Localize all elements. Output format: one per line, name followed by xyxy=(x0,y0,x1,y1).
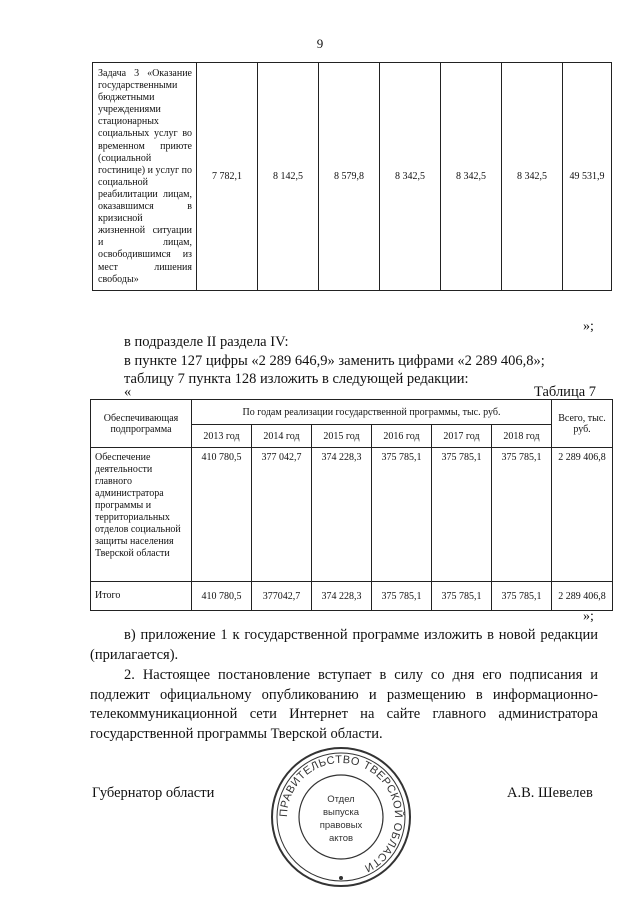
header-year: 2015 год xyxy=(312,425,372,448)
task-value-2014: 8 142,5 xyxy=(258,63,319,291)
header-total: Всего, тыс. руб. xyxy=(552,400,613,448)
table-row xyxy=(93,63,612,291)
row-value: 377042,7 xyxy=(252,582,312,611)
row-value: 377 042,7 xyxy=(252,448,312,582)
table-row xyxy=(91,448,613,582)
instruction-line: в подразделе II раздела IV: xyxy=(124,334,289,350)
row-total: 2 289 406,8 xyxy=(552,448,613,582)
table-row xyxy=(91,582,613,611)
svg-text:актов: актов xyxy=(328,833,354,844)
task-value-2013: 7 782,1 xyxy=(197,63,258,291)
closing-mark: »; xyxy=(583,609,594,624)
row-value: 410 780,5 xyxy=(192,448,252,582)
task-description: Задача 3 «Оказание государственными бюджетными учреждениями стационарных социальных услуг во временном приюте (социальной гостинице) и услуг по социальной реабилитации лицам, оказавшимся в кризисной жизненной ситуации и лицам, освободившимся из мест лишения свободы» xyxy=(93,63,197,291)
svg-text:ПРАВИТЕЛЬСТВО ТВЕРСКОЙ ОБЛАСТИ: ПРАВИТЕЛЬСТВО ТВЕРСКОЙ ОБЛАСТИ xyxy=(277,753,405,875)
table-7 xyxy=(90,399,613,611)
svg-text:правовых: правовых xyxy=(319,820,363,831)
header-year: 2017 год xyxy=(432,425,492,448)
task-value-2017: 8 342,5 xyxy=(441,63,502,291)
table-label: Таблица 7 xyxy=(534,384,597,400)
closing-mark: »; xyxy=(583,319,594,334)
signature-position: Губернатор области xyxy=(92,785,215,801)
header-subprogram: Обеспечивающая подпрограмма xyxy=(91,400,192,448)
open-quote: « xyxy=(124,384,132,400)
row-value: 375 785,1 xyxy=(492,448,552,582)
row-subprogram-name: Обеспечение деятельности главного администратора программы и территориальных отделов социальной защиты населения Тверской области xyxy=(91,448,192,582)
svg-text:Отдел: Отдел xyxy=(327,794,355,805)
instruction-line: в пункте 127 цифры «2 289 646,9» заменить цифрами «2 289 406,8»; xyxy=(124,353,545,369)
paragraph: в) приложение 1 к государственной программе изложить в новой редакции (прилагается). xyxy=(90,627,598,663)
official-stamp xyxy=(268,744,414,890)
page-number: 9 xyxy=(316,36,324,51)
task-value-2016: 8 342,5 xyxy=(380,63,441,291)
header-year: 2013 год xyxy=(192,425,252,448)
header-year: 2016 год xyxy=(372,425,432,448)
row-value: 375 785,1 xyxy=(372,582,432,611)
task-value-total: 49 531,9 xyxy=(563,63,612,291)
signature-name: А.В. Шевелев xyxy=(507,785,593,801)
header-year: 2014 год xyxy=(252,425,312,448)
task-value-2015: 8 579,8 xyxy=(319,63,380,291)
paragraph: 2. Настоящее постановление вступает в силу со дня его подписания и подлежит официальному опубликованию и размещению в информационно-телекоммуникационной сети Интернет на сайте главного администратора государственной программы Тверской области. xyxy=(90,667,598,742)
svg-text:выпуска: выпуска xyxy=(322,807,360,818)
row-value: 375 785,1 xyxy=(432,582,492,611)
row-value: 410 780,5 xyxy=(192,582,252,611)
task-value-2018: 8 342,5 xyxy=(502,63,563,291)
row-total: 2 289 406,8 xyxy=(552,582,613,611)
instruction-line: таблицу 7 пункта 128 изложить в следующей редакции: xyxy=(124,371,469,387)
row-value: 374 228,3 xyxy=(312,448,372,582)
row-value: 375 785,1 xyxy=(492,582,552,611)
table-header-row xyxy=(91,400,613,425)
header-years-group: По годам реализации государственной программы, тыс. руб. xyxy=(192,400,552,425)
row-value: 375 785,1 xyxy=(432,448,492,582)
header-year: 2018 год xyxy=(492,425,552,448)
task-table xyxy=(92,62,612,291)
row-total-label: Итого xyxy=(91,582,192,611)
row-value: 375 785,1 xyxy=(372,448,432,582)
row-value: 374 228,3 xyxy=(312,582,372,611)
